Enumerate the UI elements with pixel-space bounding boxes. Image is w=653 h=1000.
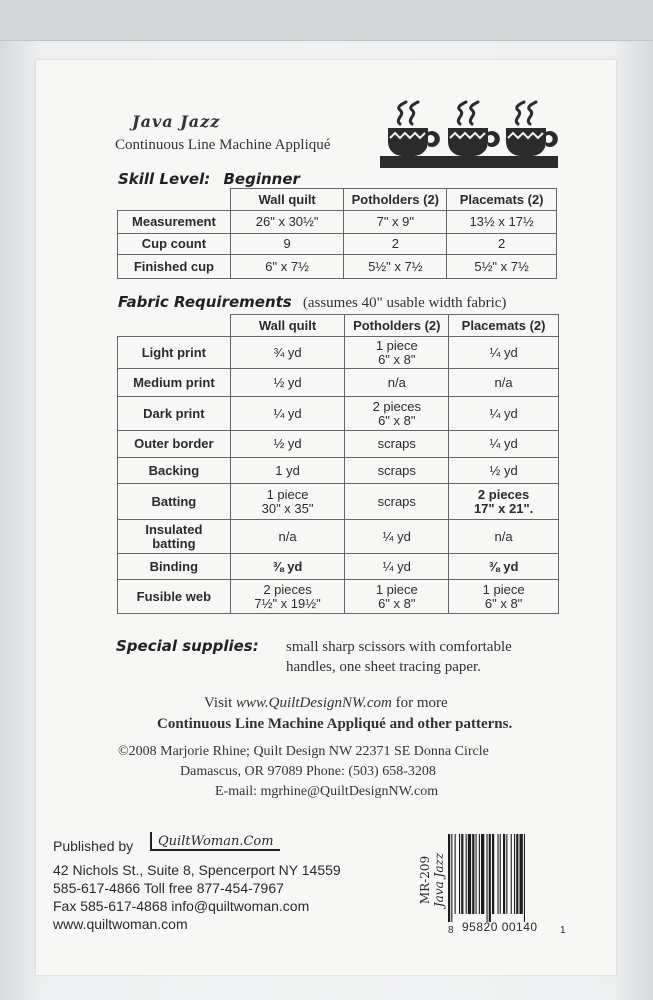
product-code-name: Java Jazz bbox=[432, 852, 446, 908]
column-header: Placemats (2) bbox=[449, 315, 559, 337]
barcode-bar bbox=[448, 834, 450, 922]
table-cell: n/a bbox=[230, 520, 345, 554]
table-cell: n/a bbox=[449, 520, 559, 554]
barcode-bar bbox=[472, 834, 474, 914]
column-header: Wall quilt bbox=[230, 315, 345, 337]
column-header: Potholders (2) bbox=[345, 315, 449, 337]
table-cell: ¼ yd bbox=[345, 520, 449, 554]
table-cell: n/a bbox=[449, 369, 559, 397]
barcode-digits: 95820 00140 bbox=[462, 920, 538, 934]
row-header: Measurement bbox=[118, 211, 231, 234]
barcode-bar bbox=[514, 834, 515, 914]
fabric-requirements-label: Fabric Requirements bbox=[118, 293, 292, 311]
barcode-bar bbox=[459, 834, 460, 914]
table-row bbox=[118, 369, 559, 397]
quiltwoman-logo: QuiltWoman.Com bbox=[150, 832, 280, 851]
visit-line bbox=[204, 695, 448, 712]
special-supplies-label: Special supplies: bbox=[116, 637, 259, 655]
barcode-right-digit: 1 bbox=[560, 925, 566, 936]
table-row bbox=[118, 458, 559, 484]
column-header: Wall quilt bbox=[230, 189, 344, 211]
coffee-cups-illustration bbox=[380, 98, 558, 170]
table-cell: ¼ yd bbox=[345, 554, 449, 580]
table-cell: 2 pieces 7½" x 19½" bbox=[230, 580, 345, 614]
website-link[interactable]: www.QuiltDesignNW.com bbox=[236, 695, 392, 711]
table-cell: ⅜ yd bbox=[230, 554, 345, 580]
barcode-left-digit: 8 bbox=[448, 925, 454, 936]
cup-size-table bbox=[117, 188, 557, 279]
row-header: Cup count bbox=[118, 234, 231, 255]
table-cell: ¼ yd bbox=[449, 431, 559, 458]
copyright-email: E-mail: mgrhine@QuiltDesignNW.com bbox=[215, 784, 439, 799]
barcode-bar bbox=[468, 834, 471, 914]
table-cell: 1 piece 6" x 8" bbox=[345, 580, 449, 614]
table-cell: 13½ x 17½ bbox=[447, 211, 557, 234]
barcode-bar bbox=[479, 834, 480, 914]
barcode-bar bbox=[466, 834, 467, 914]
table-cell: 26" x 30½" bbox=[230, 211, 344, 234]
published-by-label: Published by bbox=[53, 838, 134, 854]
table-cell: 5½" x 7½ bbox=[447, 255, 557, 279]
column-header: Placemats (2) bbox=[447, 189, 557, 211]
table-row bbox=[118, 337, 559, 369]
barcode-bar bbox=[511, 834, 512, 914]
table-cell: 1 piece 6" x 8" bbox=[449, 580, 559, 614]
skill-level-value: Beginner bbox=[223, 170, 300, 188]
table-cell: 2 bbox=[344, 234, 447, 255]
table-cell: ¼ yd bbox=[230, 397, 345, 431]
table-cell: 2 pieces 6" x 8" bbox=[345, 397, 449, 431]
skill-level-label: Skill Level: bbox=[118, 170, 211, 188]
fabric-heading bbox=[118, 292, 506, 312]
table-cell: 6" x 7½ bbox=[230, 255, 344, 279]
table-cell: 1 piece 30" x 35" bbox=[230, 484, 345, 520]
fabric-table bbox=[117, 314, 559, 614]
barcode-bar bbox=[516, 834, 518, 914]
table-cell: scraps bbox=[345, 431, 449, 458]
barcode-bar bbox=[451, 834, 452, 922]
table-cell: scraps bbox=[345, 458, 449, 484]
table-cell: 1 yd bbox=[230, 458, 345, 484]
table-cell: 1 piece 6" x 8" bbox=[345, 337, 449, 369]
visit-line-2: Continuous Line Machine Appliqué and other patterns. bbox=[157, 716, 513, 732]
row-header: Backing bbox=[118, 458, 231, 484]
row-header: Finished cup bbox=[118, 255, 231, 279]
table-cell: ¾ yd bbox=[230, 337, 345, 369]
barcode-bar bbox=[492, 834, 494, 914]
skill-level-heading bbox=[118, 170, 300, 188]
fabric-width-note: (assumes 40" usable width fabric) bbox=[302, 295, 507, 311]
empty-corner bbox=[118, 189, 231, 211]
row-header: Dark print bbox=[118, 397, 231, 431]
barcode-bar bbox=[524, 834, 525, 922]
publisher-phone: 585-617-4866 Toll free 877-454-7967 bbox=[53, 880, 284, 896]
table-cell: ¼ yd bbox=[449, 397, 559, 431]
visit-prefix: Visit bbox=[204, 695, 233, 711]
barcode-bar bbox=[481, 834, 484, 914]
empty-corner bbox=[118, 315, 231, 337]
table-cell: 2 pieces 17" x 21". bbox=[449, 484, 559, 520]
pattern-subtitle: Continuous Line Machine Appliqué bbox=[115, 137, 331, 153]
row-header: Medium print bbox=[118, 369, 231, 397]
publisher-address: 42 Nichols St., Suite 8, Spencerport NY 14559 bbox=[53, 862, 341, 878]
table-cell: 9 bbox=[230, 234, 344, 255]
visit-suffix: for more bbox=[395, 695, 448, 711]
row-header: Light print bbox=[118, 337, 231, 369]
row-header: Outer border bbox=[118, 431, 231, 458]
barcode-bar bbox=[461, 834, 463, 914]
table-row bbox=[118, 554, 559, 580]
table-cell: n/a bbox=[345, 369, 449, 397]
barcode-bar bbox=[498, 834, 499, 914]
publisher-website: www.quiltwoman.com bbox=[53, 916, 188, 932]
row-header: Binding bbox=[118, 554, 231, 580]
table-cell: ¼ yd bbox=[449, 337, 559, 369]
table-cell: ⅜ yd bbox=[449, 554, 559, 580]
row-header: Batting bbox=[118, 484, 231, 520]
barcode-bar bbox=[520, 834, 523, 914]
publisher-fax-email: Fax 585-617-4868 info@quiltwoman.com bbox=[53, 898, 310, 914]
copyright-line-1: ©2008 Marjorie Rhine; Quilt Design NW 22371 SE Donna Circle bbox=[118, 744, 489, 759]
table-row bbox=[118, 520, 559, 554]
barcode-bar bbox=[489, 834, 491, 922]
barcode-bar bbox=[503, 834, 505, 914]
barcode-bar bbox=[476, 834, 477, 914]
table-cell: 7" x 9" bbox=[344, 211, 447, 234]
table-cell: ½ yd bbox=[230, 431, 345, 458]
barcode-bar bbox=[506, 834, 507, 914]
table-cell: scraps bbox=[345, 484, 449, 520]
table-cell: 2 bbox=[447, 234, 557, 255]
special-supplies-line-1: small sharp scissors with comfortable bbox=[286, 639, 512, 655]
column-header: Potholders (2) bbox=[344, 189, 447, 211]
table-cell: ½ yd bbox=[230, 369, 345, 397]
product-code-number: MR-209 bbox=[418, 855, 432, 905]
table-row bbox=[118, 431, 559, 458]
special-supplies-line-2: handles, one sheet tracing paper. bbox=[286, 659, 481, 675]
barcode-bar bbox=[500, 834, 501, 914]
table-cell: ½ yd bbox=[449, 458, 559, 484]
table-row bbox=[118, 484, 559, 520]
row-header: Insulated batting bbox=[118, 520, 231, 554]
barcode-bar bbox=[487, 834, 488, 922]
copyright-line-2: Damascus, OR 97089 Phone: (503) 658-3208 bbox=[180, 764, 436, 779]
table-cell: 5½" x 7½ bbox=[344, 255, 447, 279]
row-header: Fusible web bbox=[118, 580, 231, 614]
table-row bbox=[118, 580, 559, 614]
barcode-bar bbox=[455, 834, 456, 914]
sleeve-seal bbox=[0, 0, 653, 41]
table-row bbox=[118, 397, 559, 431]
pattern-title: Java Jazz bbox=[132, 112, 221, 131]
barcode bbox=[442, 832, 554, 928]
